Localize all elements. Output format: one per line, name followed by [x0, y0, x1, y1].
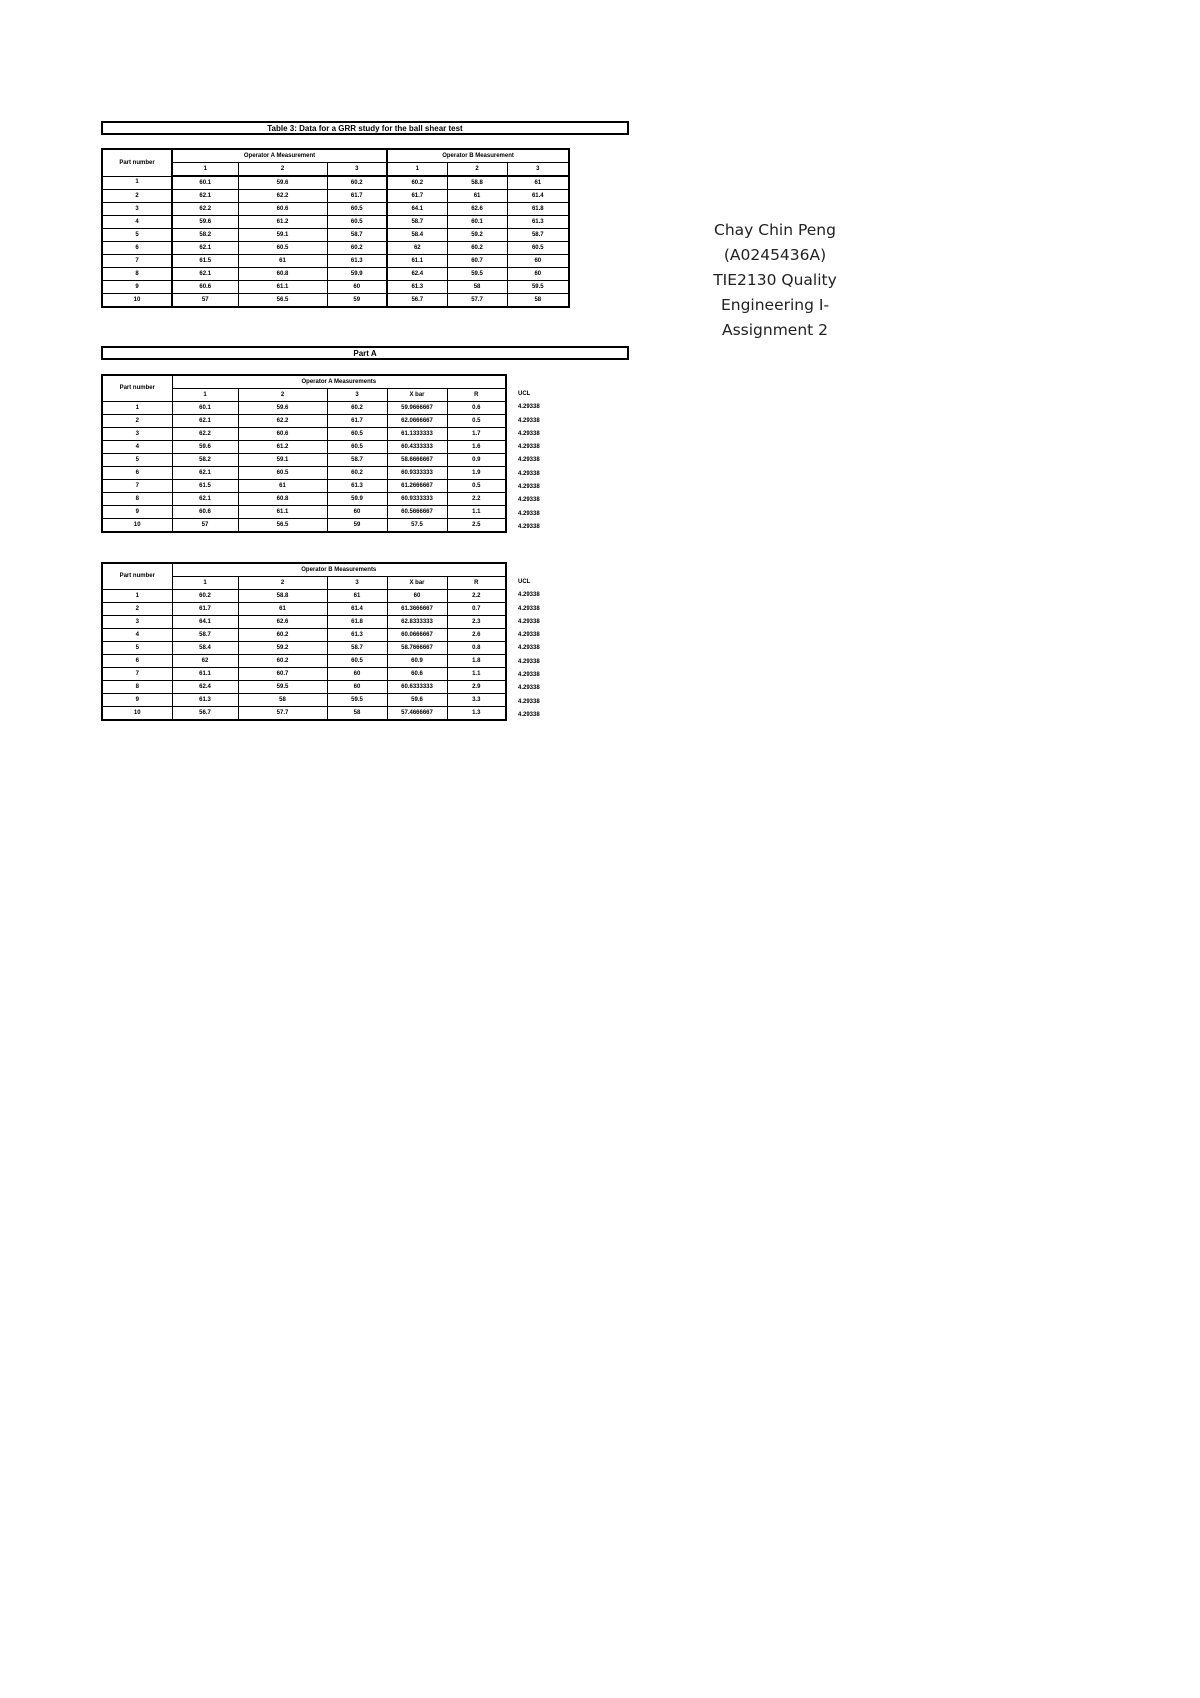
column-header: R	[447, 389, 506, 402]
part-number-cell: 1	[102, 590, 172, 603]
value-cell: 56.5	[238, 519, 327, 533]
measurement-cell: 61	[507, 176, 569, 190]
trial-header: 3	[507, 163, 569, 177]
value-cell: 62.6	[238, 616, 327, 629]
measurement-cell: 61.3	[387, 281, 447, 294]
value-cell: 2.2	[447, 590, 506, 603]
author-line: Engineering I-	[720, 296, 830, 314]
measurement-cell: 61	[238, 255, 327, 268]
measurement-cell: 60.8	[238, 268, 327, 281]
ucl-value: 4.29338	[518, 632, 540, 639]
part-number-cell: 9	[102, 506, 172, 519]
measurement-cell: 61	[447, 190, 507, 203]
value-cell: 62.4	[172, 681, 238, 694]
column-header: X bar	[387, 577, 447, 590]
value-cell: 57.5	[387, 519, 447, 533]
value-cell: 58.8	[238, 590, 327, 603]
value-cell: 59	[327, 519, 387, 533]
measurement-cell: 61.2	[238, 216, 327, 229]
measurement-cell: 58.7	[327, 229, 387, 242]
measurement-cell: 62.2	[238, 190, 327, 203]
value-cell: 61	[327, 590, 387, 603]
value-cell: 58	[327, 707, 387, 721]
ucl-value: 4.29338	[518, 470, 540, 477]
part-number-cell: 8	[102, 681, 172, 694]
value-cell: 60.6	[387, 668, 447, 681]
measurement-cell: 62.4	[387, 268, 447, 281]
measurement-cell: 61.3	[327, 255, 387, 268]
measurement-cell: 62.1	[172, 242, 238, 255]
part-number-cell: 9	[102, 281, 172, 294]
value-cell: 59.9	[327, 493, 387, 506]
operator-b-header: Operator B Measurement	[387, 149, 569, 163]
value-cell: 62.8333333	[387, 616, 447, 629]
value-cell: 61.4	[327, 603, 387, 616]
value-cell: 1.6	[447, 441, 506, 454]
value-cell: 60.7	[238, 668, 327, 681]
operator-a-table	[101, 374, 507, 533]
value-cell: 60.2	[327, 467, 387, 480]
measurement-cell: 58.4	[387, 229, 447, 242]
part-number-cell: 7	[102, 255, 172, 268]
value-cell: 59.5	[327, 694, 387, 707]
value-cell: 61	[238, 603, 327, 616]
ucl-label: UCL	[518, 579, 531, 585]
measurement-cell: 61.7	[387, 190, 447, 203]
value-cell: 61.7	[327, 415, 387, 428]
value-cell: 61.5	[172, 480, 238, 493]
value-cell: 57	[172, 519, 238, 533]
value-cell: 58.7	[172, 629, 238, 642]
value-cell: 60.6333333	[387, 681, 447, 694]
table-row	[102, 681, 506, 694]
value-cell: 59.1	[238, 454, 327, 467]
value-cell: 58.2	[172, 454, 238, 467]
value-cell: 59.2	[238, 642, 327, 655]
measurement-cell: 64.1	[387, 203, 447, 216]
column-header: 1	[172, 577, 238, 590]
ucl-value: 4.29338	[518, 605, 540, 612]
ucl-value: 4.29338	[518, 497, 540, 504]
measurement-cell: 58.8	[447, 176, 507, 190]
measurement-cell: 62.6	[447, 203, 507, 216]
value-cell: 60.0666667	[387, 629, 447, 642]
table-row	[102, 616, 506, 629]
operator-b-table	[101, 562, 507, 721]
measurement-cell: 62.2	[172, 203, 238, 216]
ucl-value: 4.29338	[518, 484, 540, 491]
author-line: Chay Chin Peng	[714, 221, 836, 239]
ucl-value: 4.29338	[518, 618, 540, 625]
value-cell: 0.9	[447, 454, 506, 467]
ucl-value: 4.29338	[518, 430, 540, 437]
ucl-column-a	[518, 388, 540, 534]
table-row	[102, 506, 506, 519]
value-cell: 62	[172, 655, 238, 668]
table-row	[102, 428, 506, 441]
part-a-title: Part A	[101, 346, 629, 360]
ucl-value: 4.29338	[518, 510, 540, 517]
table-row	[102, 467, 506, 480]
part-number-cell: 1	[102, 176, 172, 190]
ucl-value: 4.29338	[518, 672, 540, 679]
table-row	[102, 255, 569, 268]
part-number-cell: 2	[102, 190, 172, 203]
value-cell: 60	[387, 590, 447, 603]
table-row	[102, 454, 506, 467]
value-cell: 61.3	[327, 480, 387, 493]
measurement-cell: 59.6	[172, 216, 238, 229]
value-cell: 61.3666667	[387, 603, 447, 616]
value-cell: 1.7	[447, 428, 506, 441]
column-header: 3	[327, 577, 387, 590]
value-cell: 3.3	[447, 694, 506, 707]
operator-a-header: Operator A Measurement	[172, 149, 387, 163]
part-number-cell: 4	[102, 629, 172, 642]
measurement-cell: 56.7	[387, 294, 447, 308]
table-row	[102, 707, 506, 721]
author-info	[700, 218, 850, 343]
part-number-cell: 5	[102, 642, 172, 655]
value-cell: 1.1	[447, 506, 506, 519]
value-cell: 60.5	[327, 441, 387, 454]
table-row	[102, 642, 506, 655]
value-cell: 60.9	[387, 655, 447, 668]
measurement-cell: 59.2	[447, 229, 507, 242]
measurement-cell: 60.5	[327, 203, 387, 216]
trial-header: 2	[447, 163, 507, 177]
value-cell: 1.1	[447, 668, 506, 681]
measurement-cell: 59.5	[507, 281, 569, 294]
value-cell: 60.6	[172, 506, 238, 519]
table-row	[102, 242, 569, 255]
column-header: 2	[238, 577, 327, 590]
group-header: Operator A Measurements	[172, 375, 506, 389]
measurement-cell: 60	[507, 268, 569, 281]
table-row	[102, 655, 506, 668]
part-number-cell: 6	[102, 467, 172, 480]
part-number-cell: 8	[102, 268, 172, 281]
value-cell: 59.6	[172, 441, 238, 454]
measurement-cell: 59.1	[238, 229, 327, 242]
table-row	[102, 415, 506, 428]
value-cell: 58.7666667	[387, 642, 447, 655]
ucl-value: 4.29338	[518, 658, 540, 665]
ucl-value: 4.29338	[518, 711, 540, 718]
trial-header: 2	[238, 163, 327, 177]
author-line: TIE2130 Quality	[713, 271, 837, 289]
table-row	[102, 190, 569, 203]
table-row	[102, 668, 506, 681]
value-cell: 61.8	[327, 616, 387, 629]
value-cell: 58.7	[327, 642, 387, 655]
value-cell: 60.2	[238, 655, 327, 668]
measurement-cell: 60	[507, 255, 569, 268]
table-row	[102, 281, 569, 294]
value-cell: 61.1333333	[387, 428, 447, 441]
part-number-cell: 10	[102, 294, 172, 308]
value-cell: 60.4333333	[387, 441, 447, 454]
measurement-cell: 59	[327, 294, 387, 308]
part-number-cell: 3	[102, 428, 172, 441]
ucl-value: 4.29338	[518, 592, 540, 599]
measurement-cell: 57.7	[447, 294, 507, 308]
measurement-cell: 61.1	[238, 281, 327, 294]
value-cell: 61.3	[172, 694, 238, 707]
table-row	[102, 590, 506, 603]
measurement-cell: 62	[387, 242, 447, 255]
value-cell: 60.9333333	[387, 493, 447, 506]
measurement-cell: 61.4	[507, 190, 569, 203]
ucl-label: UCL	[518, 391, 531, 397]
value-cell: 2.3	[447, 616, 506, 629]
value-cell: 60.2	[327, 402, 387, 415]
measurement-cell: 61.5	[172, 255, 238, 268]
column-header: 3	[327, 389, 387, 402]
ucl-column-b	[518, 576, 540, 722]
author-line: Assignment 2	[721, 321, 829, 339]
value-cell: 1.8	[447, 655, 506, 668]
value-cell: 56.7	[172, 707, 238, 721]
measurement-cell: 60.2	[447, 242, 507, 255]
measurement-cell: 62.1	[172, 268, 238, 281]
measurement-cell: 58.7	[507, 229, 569, 242]
column-header: X bar	[387, 389, 447, 402]
table-row	[102, 176, 569, 190]
table-row	[102, 493, 506, 506]
value-cell: 60.5	[327, 655, 387, 668]
value-cell: 2.5	[447, 519, 506, 533]
table-row	[102, 294, 569, 308]
trial-header: 1	[172, 163, 238, 177]
value-cell: 62.1	[172, 467, 238, 480]
column-header: 2	[238, 389, 327, 402]
value-cell: 58	[238, 694, 327, 707]
measurement-cell: 60.1	[447, 216, 507, 229]
measurement-cell: 58.7	[387, 216, 447, 229]
value-cell: 0.7	[447, 603, 506, 616]
measurement-cell: 59.9	[327, 268, 387, 281]
value-cell: 61.7	[172, 603, 238, 616]
part-number-cell: 2	[102, 415, 172, 428]
value-cell: 60	[327, 668, 387, 681]
measurement-cell: 58	[447, 281, 507, 294]
value-cell: 2.6	[447, 629, 506, 642]
measurement-cell: 61.3	[507, 216, 569, 229]
measurement-cell: 60.7	[447, 255, 507, 268]
part-number-cell: 4	[102, 441, 172, 454]
measurement-cell: 60.5	[238, 242, 327, 255]
value-cell: 1.9	[447, 467, 506, 480]
measurement-cell: 56.5	[238, 294, 327, 308]
value-cell: 0.6	[447, 402, 506, 415]
table-row	[102, 402, 506, 415]
measurement-cell: 58	[507, 294, 569, 308]
trial-header: 1	[387, 163, 447, 177]
value-cell: 59.6	[238, 402, 327, 415]
value-cell: 62.1	[172, 415, 238, 428]
value-cell: 58.4	[172, 642, 238, 655]
part-number-header: Part number	[102, 563, 172, 590]
ucl-value: 4.29338	[518, 404, 540, 411]
measurement-cell: 60.6	[238, 203, 327, 216]
part-number-cell: 5	[102, 454, 172, 467]
value-cell: 57.7	[238, 707, 327, 721]
part-number-cell: 1	[102, 402, 172, 415]
ucl-value: 4.29338	[518, 444, 540, 451]
ucl-value: 4.29338	[518, 417, 540, 424]
value-cell: 60.2	[238, 629, 327, 642]
column-header: 1	[172, 389, 238, 402]
part-number-cell: 10	[102, 519, 172, 533]
measurement-cell: 61.8	[507, 203, 569, 216]
measurement-cell: 60.5	[507, 242, 569, 255]
value-cell: 62.2	[238, 415, 327, 428]
measurement-cell: 60.6	[172, 281, 238, 294]
value-cell: 58.6666667	[387, 454, 447, 467]
part-number-cell: 6	[102, 242, 172, 255]
table3-title: Table 3: Data for a GRR study for the ball shear test	[101, 121, 629, 135]
part-number-cell: 5	[102, 229, 172, 242]
ucl-value: 4.29338	[518, 698, 540, 705]
ucl-value: 4.29338	[518, 457, 540, 464]
value-cell: 61.2	[238, 441, 327, 454]
table-row	[102, 694, 506, 707]
part-number-cell: 2	[102, 603, 172, 616]
value-cell: 60.5666667	[387, 506, 447, 519]
table-row	[102, 519, 506, 533]
part-number-cell: 3	[102, 203, 172, 216]
ucl-value: 4.29338	[518, 685, 540, 692]
part-number-cell: 3	[102, 616, 172, 629]
value-cell: 64.1	[172, 616, 238, 629]
value-cell: 57.4666667	[387, 707, 447, 721]
part-number-cell: 9	[102, 694, 172, 707]
value-cell: 60	[327, 681, 387, 694]
table-row	[102, 441, 506, 454]
value-cell: 0.5	[447, 415, 506, 428]
value-cell: 61.1	[172, 668, 238, 681]
table-row	[102, 268, 569, 281]
part-number-cell: 4	[102, 216, 172, 229]
measurement-cell: 60.1	[172, 176, 238, 190]
value-cell: 61.1	[238, 506, 327, 519]
value-cell: 62.2	[172, 428, 238, 441]
part-number-cell: 8	[102, 493, 172, 506]
value-cell: 0.8	[447, 642, 506, 655]
value-cell: 2.9	[447, 681, 506, 694]
part-number-cell: 6	[102, 655, 172, 668]
measurement-cell: 60.5	[327, 216, 387, 229]
value-cell: 60.6	[238, 428, 327, 441]
table-row	[102, 480, 506, 493]
trial-header: 3	[327, 163, 387, 177]
value-cell: 58.7	[327, 454, 387, 467]
measurement-cell: 59.5	[447, 268, 507, 281]
measurement-cell: 59.6	[238, 176, 327, 190]
value-cell: 60.1	[172, 402, 238, 415]
part-number-cell: 10	[102, 707, 172, 721]
value-cell: 62.0666667	[387, 415, 447, 428]
group-header: Operator B Measurements	[172, 563, 506, 577]
author-line: (A0245436A)	[723, 246, 827, 264]
value-cell: 1.3	[447, 707, 506, 721]
part-number-header: Part number	[102, 375, 172, 402]
column-header: R	[447, 577, 506, 590]
measurement-cell: 58.2	[172, 229, 238, 242]
part-number-cell: 7	[102, 668, 172, 681]
measurement-cell: 61.7	[327, 190, 387, 203]
part-number-header: Part number	[102, 149, 172, 176]
measurement-cell: 60.2	[387, 176, 447, 190]
table-row	[102, 229, 569, 242]
grr-data-table	[101, 148, 570, 308]
table-row	[102, 203, 569, 216]
value-cell: 60.8	[238, 493, 327, 506]
value-cell: 60	[327, 506, 387, 519]
measurement-cell: 60	[327, 281, 387, 294]
value-cell: 2.2	[447, 493, 506, 506]
value-cell: 61	[238, 480, 327, 493]
table-row	[102, 629, 506, 642]
value-cell: 59.9666667	[387, 402, 447, 415]
measurement-cell: 60.2	[327, 176, 387, 190]
table-row	[102, 603, 506, 616]
value-cell: 60.2	[172, 590, 238, 603]
ucl-value: 4.29338	[518, 645, 540, 652]
ucl-value: 4.29338	[518, 523, 540, 530]
measurement-cell: 62.1	[172, 190, 238, 203]
value-cell: 61.2666667	[387, 480, 447, 493]
value-cell: 62.1	[172, 493, 238, 506]
value-cell: 59.5	[238, 681, 327, 694]
measurement-cell: 61.1	[387, 255, 447, 268]
value-cell: 59.6	[387, 694, 447, 707]
value-cell: 0.5	[447, 480, 506, 493]
table-row	[102, 216, 569, 229]
measurement-cell: 57	[172, 294, 238, 308]
measurement-cell: 60.2	[327, 242, 387, 255]
value-cell: 61.3	[327, 629, 387, 642]
value-cell: 60.5	[327, 428, 387, 441]
value-cell: 60.5	[238, 467, 327, 480]
value-cell: 60.9333333	[387, 467, 447, 480]
part-number-cell: 7	[102, 480, 172, 493]
